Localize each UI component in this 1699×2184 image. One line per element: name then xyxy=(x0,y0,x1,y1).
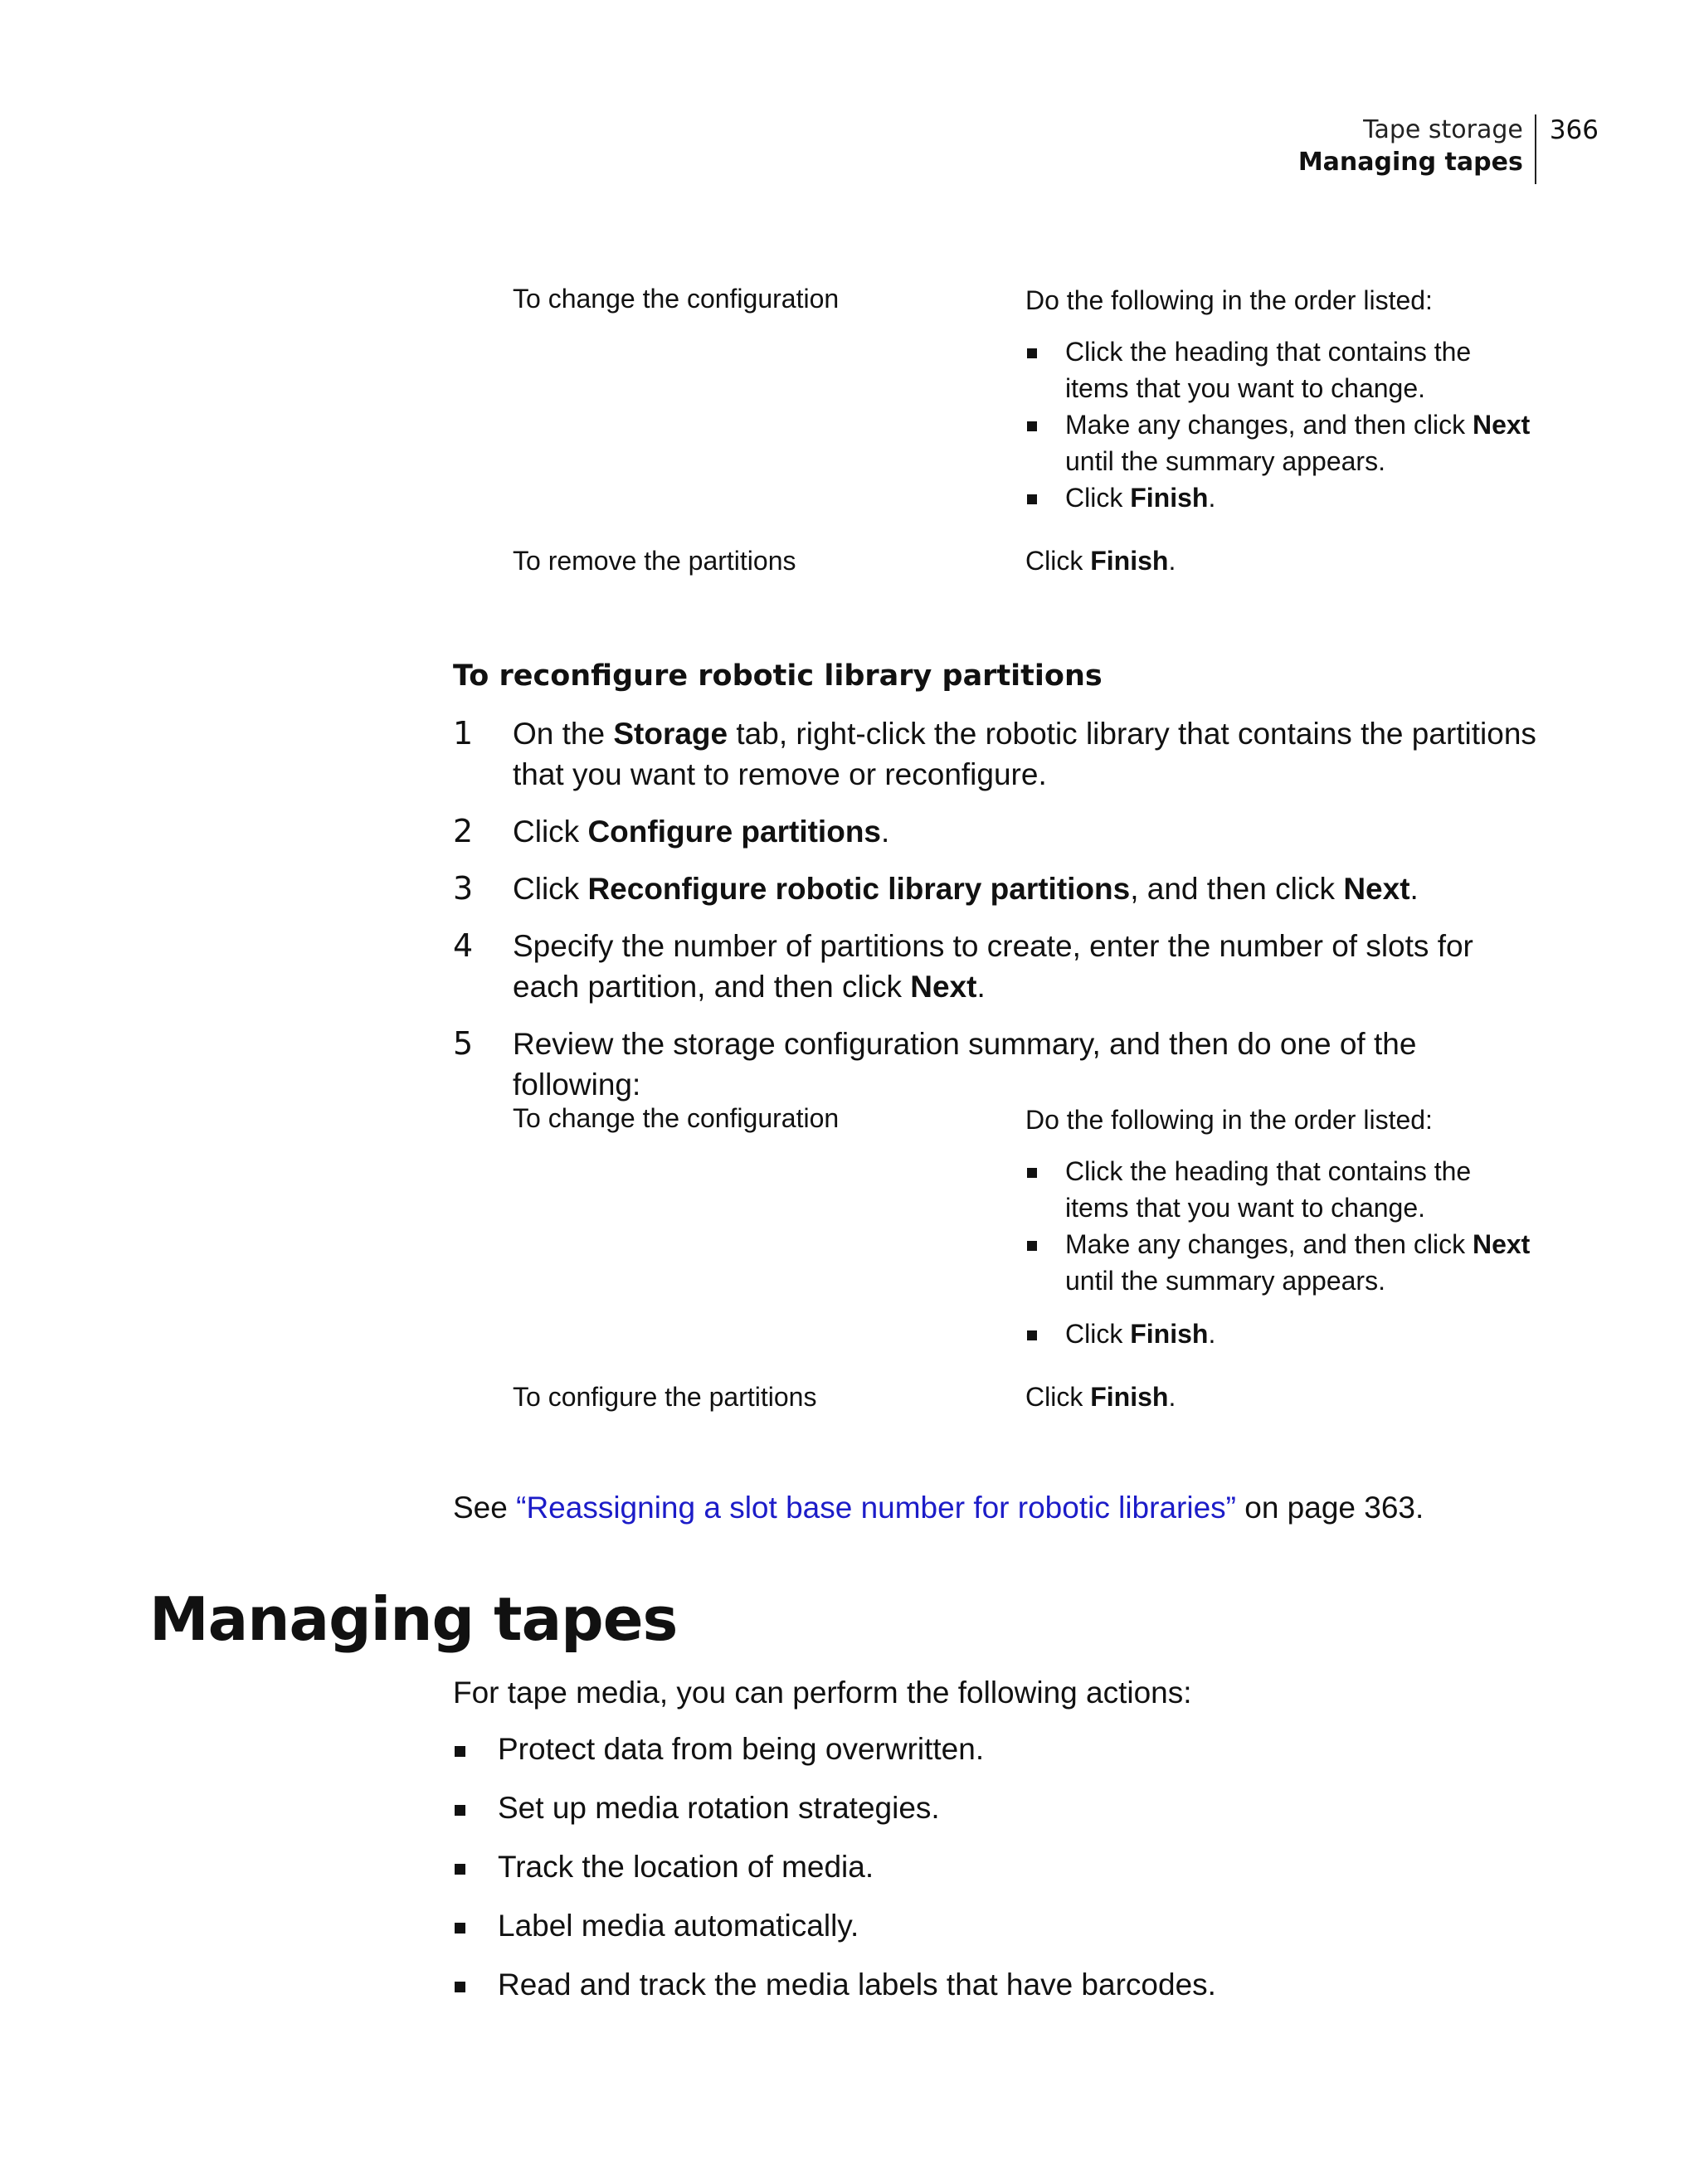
section-bullets xyxy=(453,1730,1216,2025)
bullet-square-icon xyxy=(1027,421,1037,431)
cross-reference-link[interactable]: “Reassigning a slot base number for robotic libraries” xyxy=(516,1491,1236,1525)
section-intro: For tape media, you can perform the following actions: xyxy=(453,1676,1192,1710)
bullet-square-icon xyxy=(1027,1168,1037,1178)
step-number: 2 xyxy=(453,813,474,849)
step-number: 3 xyxy=(453,870,474,907)
options-table-1 xyxy=(513,284,1541,576)
row-action: Click Finish. xyxy=(1025,546,1176,576)
row-action xyxy=(1025,284,1541,516)
procedure-title: To reconfigure robotic library partitions xyxy=(453,659,1103,693)
options-table-2 xyxy=(513,1103,1541,1413)
bullet-square-icon xyxy=(455,1864,465,1875)
procedure-step: 1 On the Storage tab, right-click the robotic library that contains the partitions that you want to remove or reconfigure. xyxy=(453,715,1536,791)
header-text xyxy=(1298,114,1536,184)
list-item: Protect data from being overwritten. xyxy=(453,1730,1216,1789)
row-action xyxy=(1025,1103,1541,1352)
bullet-square-icon xyxy=(455,1746,465,1757)
list-item: Make any changes, and then click Next until the summary appears. xyxy=(1025,406,1541,479)
list-item: Label media automatically. xyxy=(453,1907,1216,1966)
table-row xyxy=(513,284,1541,516)
table-row xyxy=(513,1103,1541,1352)
list-item: Set up media rotation strategies. xyxy=(453,1789,1216,1848)
page-number: 366 xyxy=(1549,115,1599,145)
list-item: Make any changes, and then click Next until the summary appears. xyxy=(1025,1226,1541,1299)
step-number: 4 xyxy=(453,927,474,964)
action-bullets xyxy=(1025,1153,1541,1352)
row-condition: To change the configuration xyxy=(513,284,840,314)
list-item: Read and track the media labels that have barcodes. xyxy=(453,1966,1216,2025)
header-section: Managing tapes xyxy=(1297,148,1523,177)
step-number: 5 xyxy=(453,1025,474,1062)
bullet-square-icon xyxy=(1027,1241,1037,1251)
see-also-line: See “Reassigning a slot base number for robotic libraries” on page 363. xyxy=(453,1491,1424,1525)
bullet-square-icon xyxy=(1027,348,1037,358)
procedure-steps xyxy=(453,713,1548,1121)
procedure-step: 5 Review the storage configuration summary, and then do one of the following: xyxy=(453,1025,1417,1102)
list-item: Track the location of media. xyxy=(453,1848,1216,1907)
row-condition: To remove the partitions xyxy=(513,546,796,576)
running-header xyxy=(1298,114,1599,184)
action-intro: Do the following in the order listed: xyxy=(1025,1105,1433,1135)
row-condition: To configure the partitions xyxy=(513,1382,817,1412)
list-item: Click the heading that contains the items that you want to change. xyxy=(1025,1153,1541,1226)
list-item: Click the heading that contains the items that you want to change. xyxy=(1025,333,1541,406)
bullet-square-icon xyxy=(455,1805,465,1816)
procedure-step: 3 Click Reconfigure robotic library partitions, and then click Next. xyxy=(453,868,1548,909)
procedure-step: 2 Click Configure partitions. xyxy=(453,811,1548,852)
table-row xyxy=(513,546,1541,576)
bullet-square-icon xyxy=(1027,1330,1037,1340)
list-item: Click Finish. xyxy=(1025,1316,1541,1352)
list-item: Click Finish. xyxy=(1025,479,1541,516)
bullet-square-icon xyxy=(455,1923,465,1933)
action-intro: Do the following in the order listed: xyxy=(1025,285,1433,315)
action-bullets xyxy=(1025,333,1541,516)
row-action: Click Finish. xyxy=(1025,1382,1176,1412)
row-condition: To change the configuration xyxy=(513,1103,840,1133)
table-row xyxy=(513,1382,1541,1413)
procedure-step: 4 Specify the number of partitions to create, enter the number of slots for each partition, and then click Next. xyxy=(453,927,1473,1004)
step-number: 1 xyxy=(453,715,474,752)
bullet-square-icon xyxy=(455,1982,465,1992)
bullet-square-icon xyxy=(1027,494,1037,504)
section-heading: Managing tapes xyxy=(149,1584,678,1654)
header-chapter: Tape storage xyxy=(1363,115,1523,144)
